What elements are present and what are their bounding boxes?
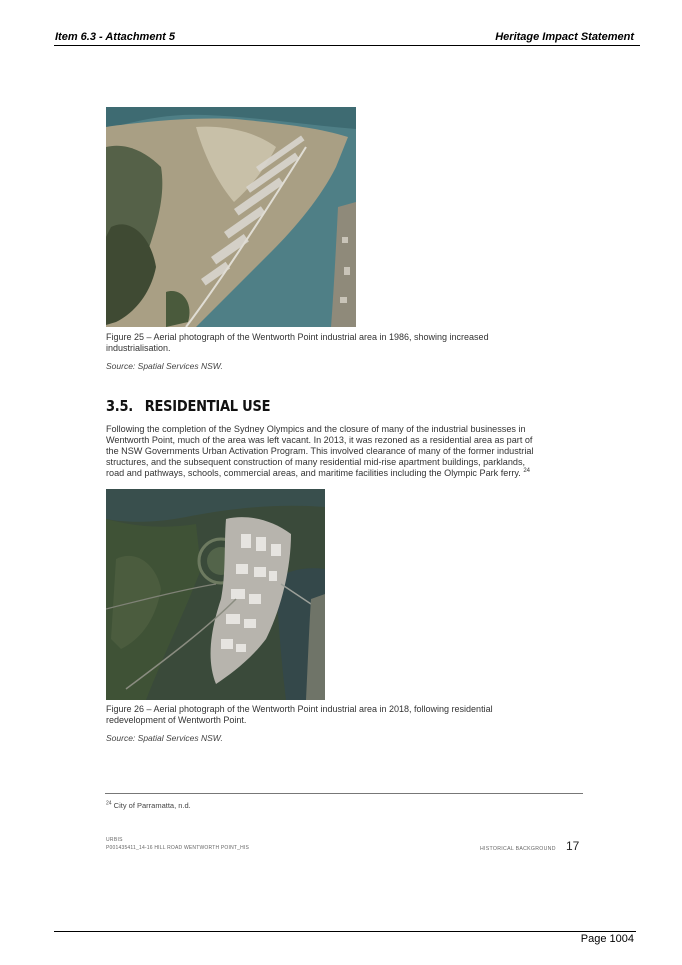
section-number: 3.5. xyxy=(106,397,134,415)
footer-page-in-doc: 17 xyxy=(566,839,580,853)
body-line: Wentworth Point, much of the area was left vacant. In 2013, it was rezoned as a residential area as part of xyxy=(106,434,533,445)
header-divider xyxy=(54,45,640,46)
aerial-photo-1986 xyxy=(106,107,356,327)
body-paragraph xyxy=(106,424,576,479)
bottom-divider xyxy=(54,931,636,932)
body-line: structures, and the subsequent construction of many residential mid-rise apartment buildings, parklands, xyxy=(106,456,526,467)
footnote-reference[interactable]: 24 xyxy=(523,467,530,474)
caption-line: industrialisation. xyxy=(106,343,171,353)
section-heading xyxy=(106,397,270,415)
body-line: the NSW Governments Urban Activation Program. This involved clearance of many of the former industrial xyxy=(106,445,534,456)
figure-26-source: Source: Spatial Services NSW. xyxy=(106,733,223,743)
page-number: Page 1004 xyxy=(580,933,634,945)
body-line: Following the completion of the Sydney Olympics and the closure of many of the industrial businesses in xyxy=(106,424,526,434)
footer-brand: URBIS xyxy=(106,837,123,843)
footer-doc-code: P0014354​11_14-16 HILL ROAD WENTWORTH POINT_HIS xyxy=(106,845,250,851)
caption-line: Figure 25 – Aerial photograph of the Wentworth Point industrial area in 1986, showing increased xyxy=(106,332,489,342)
footnote-text: City of Parramatta, n.d. xyxy=(113,801,191,810)
figure-26-caption xyxy=(106,704,576,726)
figure-25-caption xyxy=(106,332,576,354)
caption-line: redevelopment of Wentworth Point. xyxy=(106,715,247,725)
figure-25-source: Source: Spatial Services NSW. xyxy=(106,361,223,371)
header-left: Item 6.3 - Attachment 5 xyxy=(55,31,176,43)
footnote-number: 24 xyxy=(106,800,112,807)
footnote-divider xyxy=(105,793,583,794)
footer-section-name: HISTORICAL BACKGROUND xyxy=(480,846,556,852)
aerial-photo-2018 xyxy=(106,489,325,700)
body-line: road and pathways, schools, commercial areas, and maritime facilities including the Olympic Park ferry. xyxy=(106,467,521,478)
header-right: Heritage Impact Statement xyxy=(495,31,634,43)
footnote xyxy=(106,801,191,810)
section-title: RESIDENTIAL USE xyxy=(144,397,271,415)
caption-line: Figure 26 – Aerial photograph of the Wentworth Point industrial area in 2018, following residential xyxy=(106,704,493,714)
